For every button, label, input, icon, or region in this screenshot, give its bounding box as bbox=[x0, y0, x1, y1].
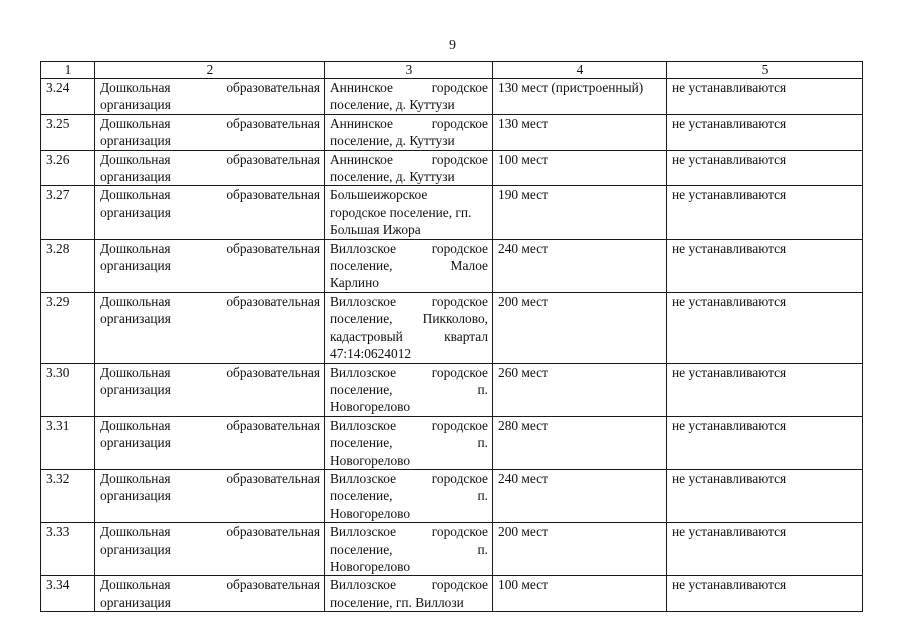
location-line bbox=[330, 505, 488, 522]
location-line bbox=[330, 398, 488, 415]
document-table bbox=[40, 61, 863, 612]
location-line bbox=[330, 168, 488, 185]
location-text: п. bbox=[477, 435, 488, 451]
object-type-word: образовательная bbox=[226, 417, 320, 433]
table-row bbox=[41, 416, 863, 469]
object-type-word: Дошкольная bbox=[100, 293, 171, 309]
object-type-word: организация bbox=[100, 133, 171, 149]
object-type-word: организация bbox=[100, 541, 171, 557]
object-type-word: образовательная bbox=[226, 80, 320, 95]
object-type-word: Дошкольная bbox=[100, 577, 171, 593]
object-type-word: образовательная bbox=[226, 577, 320, 593]
row-number: 3.32 bbox=[41, 469, 95, 522]
header-col-1: 1 bbox=[41, 62, 95, 79]
object-type-word: Дошкольная bbox=[100, 115, 171, 131]
zone-cell: не устанавливаются bbox=[667, 416, 863, 469]
location-text: Новогорелово bbox=[330, 452, 411, 468]
capacity-cell: 130 мест bbox=[493, 114, 667, 150]
location-text: кадастровый bbox=[330, 328, 403, 344]
row-number: 3.25 bbox=[41, 114, 95, 150]
location-text: городское bbox=[431, 240, 488, 256]
object-type-cell bbox=[95, 523, 325, 576]
object-type-word: Дошкольная bbox=[100, 524, 171, 540]
object-type-word: Дошкольная bbox=[100, 240, 171, 256]
location-text: поселение, bbox=[330, 435, 393, 451]
row-number: 3.29 bbox=[41, 292, 95, 363]
location-text: городское bbox=[431, 577, 488, 593]
location-text: городское поселение, гп. bbox=[330, 204, 472, 220]
location-text: Виллозское bbox=[330, 524, 397, 540]
zone-cell: не устанавливаются bbox=[667, 469, 863, 522]
row-number: 3.26 bbox=[41, 150, 95, 186]
object-type-word: Дошкольная bbox=[100, 470, 171, 486]
location-text: Большеижорское bbox=[330, 187, 428, 203]
location-cell bbox=[325, 469, 493, 522]
object-type-word: образовательная bbox=[226, 524, 320, 540]
location-line bbox=[330, 345, 488, 362]
capacity-cell: 280 мест bbox=[493, 416, 667, 469]
location-line bbox=[330, 487, 488, 504]
zone-cell: не устанавливаются bbox=[667, 186, 863, 239]
location-line bbox=[330, 132, 488, 149]
table-body bbox=[41, 79, 863, 612]
zone-cell: не устанавливаются bbox=[667, 114, 863, 150]
location-text: городское bbox=[431, 364, 488, 380]
location-line bbox=[330, 274, 488, 291]
location-text: Виллозское bbox=[330, 417, 397, 433]
object-type-word: организация bbox=[100, 97, 171, 113]
location-text: п. bbox=[477, 488, 488, 504]
location-text: поселение, bbox=[330, 381, 393, 397]
capacity-cell: 240 мест bbox=[493, 469, 667, 522]
location-text: поселение, д. Куттузи bbox=[330, 97, 455, 113]
location-text: поселение, bbox=[330, 488, 393, 504]
location-line bbox=[330, 381, 488, 398]
object-type-word: образовательная bbox=[226, 470, 320, 486]
table-row bbox=[41, 523, 863, 576]
location-text: Аннинское bbox=[330, 151, 393, 167]
location-line bbox=[330, 293, 488, 310]
location-cell bbox=[325, 363, 493, 416]
location-cell bbox=[325, 576, 493, 612]
location-text: городское bbox=[431, 470, 488, 486]
zone-cell: не устанавливаются bbox=[667, 576, 863, 612]
location-text: городское bbox=[431, 293, 488, 309]
location-text: 47:14:0624012 bbox=[330, 346, 412, 362]
row-number: 3.28 bbox=[41, 239, 95, 292]
object-type-word: Дошкольная bbox=[100, 417, 171, 433]
location-text: городское bbox=[431, 524, 488, 540]
object-type-word: Дошкольная bbox=[100, 364, 171, 380]
page-number: 9 bbox=[449, 38, 456, 53]
table-row bbox=[41, 292, 863, 363]
location-line bbox=[330, 434, 488, 451]
object-type-word: Дошкольная bbox=[100, 151, 171, 167]
object-type-cell bbox=[95, 416, 325, 469]
location-text: Виллозское bbox=[330, 240, 397, 256]
object-type-cell bbox=[95, 114, 325, 150]
location-line bbox=[330, 257, 488, 274]
location-line bbox=[330, 576, 488, 593]
header-col-5: 5 bbox=[667, 62, 863, 79]
zone-cell: не устанавливаются bbox=[667, 79, 863, 115]
object-type-word: организация bbox=[100, 204, 171, 220]
capacity-cell: 130 мест (пристроенный) bbox=[493, 79, 667, 115]
location-cell bbox=[325, 416, 493, 469]
zone-cell: не устанавливаются bbox=[667, 239, 863, 292]
row-number: 3.27 bbox=[41, 186, 95, 239]
object-type-word: образовательная bbox=[226, 151, 320, 167]
location-text: Новогорелово bbox=[330, 399, 411, 415]
location-text: п. bbox=[477, 541, 488, 557]
table-row bbox=[41, 186, 863, 239]
object-type-cell bbox=[95, 79, 325, 115]
table-row bbox=[41, 469, 863, 522]
location-text: поселение, гп. Виллози bbox=[330, 594, 464, 610]
location-text: городское bbox=[431, 80, 488, 95]
object-type-cell bbox=[95, 576, 325, 612]
location-text: Виллозское bbox=[330, 293, 397, 309]
location-cell bbox=[325, 523, 493, 576]
capacity-cell: 200 мест bbox=[493, 523, 667, 576]
table-row bbox=[41, 150, 863, 186]
object-type-word: организация bbox=[100, 488, 171, 504]
object-type-cell bbox=[95, 150, 325, 186]
location-text: Виллозское bbox=[330, 364, 397, 380]
object-type-word: организация bbox=[100, 381, 171, 397]
location-line bbox=[330, 364, 488, 381]
object-type-word: образовательная bbox=[226, 293, 320, 309]
location-text: Пикколово, bbox=[422, 311, 488, 327]
location-text: городское bbox=[431, 417, 488, 433]
capacity-cell: 200 мест bbox=[493, 292, 667, 363]
location-line bbox=[330, 541, 488, 558]
location-line bbox=[330, 151, 488, 168]
object-type-word: Дошкольная bbox=[100, 187, 171, 203]
object-type-cell bbox=[95, 363, 325, 416]
location-text: поселение, bbox=[330, 541, 393, 557]
location-cell bbox=[325, 114, 493, 150]
object-type-word: организация bbox=[100, 169, 171, 185]
location-text: городское bbox=[431, 115, 488, 131]
object-type-word: образовательная bbox=[226, 115, 320, 131]
object-type-word: организация bbox=[100, 594, 171, 610]
location-line bbox=[330, 558, 488, 575]
object-type-word: организация bbox=[100, 258, 171, 274]
location-line bbox=[330, 204, 488, 221]
location-line bbox=[330, 310, 488, 327]
location-text: городское bbox=[431, 151, 488, 167]
location-line bbox=[330, 523, 488, 540]
capacity-cell: 100 мест bbox=[493, 576, 667, 612]
capacity-cell: 190 мест bbox=[493, 186, 667, 239]
object-type-cell bbox=[95, 292, 325, 363]
location-line bbox=[330, 186, 488, 203]
row-number: 3.34 bbox=[41, 576, 95, 612]
location-text: Карлино bbox=[330, 275, 379, 291]
location-line bbox=[330, 594, 488, 611]
table-row bbox=[41, 114, 863, 150]
location-cell bbox=[325, 239, 493, 292]
location-text: Большая Ижора bbox=[330, 222, 421, 238]
location-text: Новогорелово bbox=[330, 558, 411, 574]
location-line bbox=[330, 328, 488, 345]
location-text: поселение, д. Куттузи bbox=[330, 169, 455, 185]
capacity-cell: 240 мест bbox=[493, 239, 667, 292]
row-number: 3.33 bbox=[41, 523, 95, 576]
table-row bbox=[41, 79, 863, 115]
zone-cell: не устанавливаются bbox=[667, 292, 863, 363]
capacity-cell: 100 мест bbox=[493, 150, 667, 186]
header-col-4: 4 bbox=[493, 62, 667, 79]
object-type-word: образовательная bbox=[226, 240, 320, 256]
capacity-cell: 260 мест bbox=[493, 363, 667, 416]
location-text: поселение, д. Куттузи bbox=[330, 133, 455, 149]
row-number: 3.31 bbox=[41, 416, 95, 469]
location-text: Аннинское bbox=[330, 80, 393, 95]
location-line bbox=[330, 240, 488, 257]
zone-cell: не устанавливаются bbox=[667, 523, 863, 576]
table-row bbox=[41, 363, 863, 416]
object-type-word: Дошкольная bbox=[100, 80, 171, 95]
object-type-cell bbox=[95, 186, 325, 239]
location-line bbox=[330, 417, 488, 434]
location-text: квартал bbox=[444, 328, 488, 344]
location-text: п. bbox=[477, 381, 488, 397]
location-text: Новогорелово bbox=[330, 505, 411, 521]
header-col-3: 3 bbox=[325, 62, 493, 79]
header-col-2: 2 bbox=[95, 62, 325, 79]
row-number: 3.30 bbox=[41, 363, 95, 416]
location-line bbox=[330, 452, 488, 469]
location-text: поселение, bbox=[330, 258, 393, 274]
location-line bbox=[330, 79, 488, 96]
object-type-cell bbox=[95, 239, 325, 292]
location-text: Виллозское bbox=[330, 577, 397, 593]
location-line bbox=[330, 221, 488, 238]
object-type-word: организация bbox=[100, 311, 171, 327]
location-line bbox=[330, 115, 488, 132]
location-line bbox=[330, 470, 488, 487]
object-type-cell bbox=[95, 469, 325, 522]
table-row bbox=[41, 239, 863, 292]
location-cell bbox=[325, 150, 493, 186]
location-cell bbox=[325, 79, 493, 115]
table-row bbox=[41, 576, 863, 612]
location-text: Малое bbox=[450, 258, 488, 274]
row-number: 3.24 bbox=[41, 79, 95, 115]
zone-cell: не устанавливаются bbox=[667, 150, 863, 186]
location-cell bbox=[325, 292, 493, 363]
zone-cell: не устанавливаются bbox=[667, 363, 863, 416]
location-line bbox=[330, 96, 488, 113]
object-type-word: образовательная bbox=[226, 187, 320, 203]
object-type-word: организация bbox=[100, 435, 171, 451]
location-text: Виллозское bbox=[330, 470, 397, 486]
location-cell bbox=[325, 186, 493, 239]
location-text: поселение, bbox=[330, 311, 393, 327]
table-header-row bbox=[41, 62, 863, 79]
object-type-word: образовательная bbox=[226, 364, 320, 380]
location-text: Аннинское bbox=[330, 115, 393, 131]
